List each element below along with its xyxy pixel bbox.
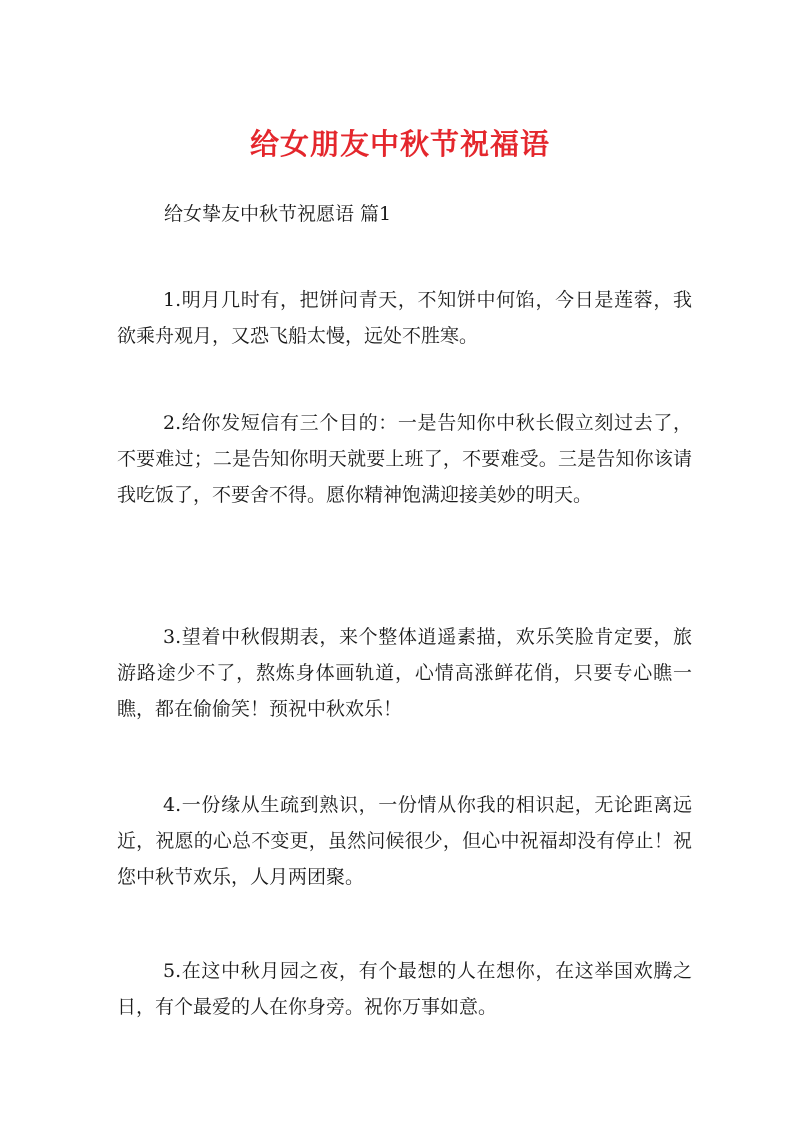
document-title: 给女朋友中秋节祝福语 xyxy=(249,127,550,161)
paragraph-2: 2.给你发短信有三个目的：一是告知你中秋长假立刻过去了，不要难过；二是告知你明天就要上班了，不要难受。三是告知你该请我吃饭了，不要舍不得。愿你精神饱满迎接美妙的明天。 xyxy=(117,412,692,506)
paragraph-4: 4.一份缘从生疏到熟识，一份情从你我的相识起，无论距离远近，祝愿的心总不变更，虽然问候很少，但心中祝福却没有停止！祝您中秋节欢乐，人月两团聚。 xyxy=(117,794,692,888)
paragraph-3: 3.望着中秋假期表，来个整体逍遥素描，欢乐笑脸肯定要，旅游路途少不了，熬炼身体画轨道，心情高涨鲜花俏，只要专心瞧一瞧，都在偷偷笑！预祝中秋欢乐！ xyxy=(117,626,692,720)
paragraph-5: 5.在这中秋月园之夜，有个最想的人在想你，在这举国欢腾之日，有个最爱的人在你身旁。祝你万事如意。 xyxy=(117,960,692,1018)
section-heading: 给女挚友中秋节祝愿语 篇1 xyxy=(164,203,392,225)
paragraph-1: 1.明月几时有，把饼问青天，不知饼中何馅，今日是莲蓉，我欲乘舟观月，又恐飞船太慢，远处不胜寒。 xyxy=(117,289,692,347)
